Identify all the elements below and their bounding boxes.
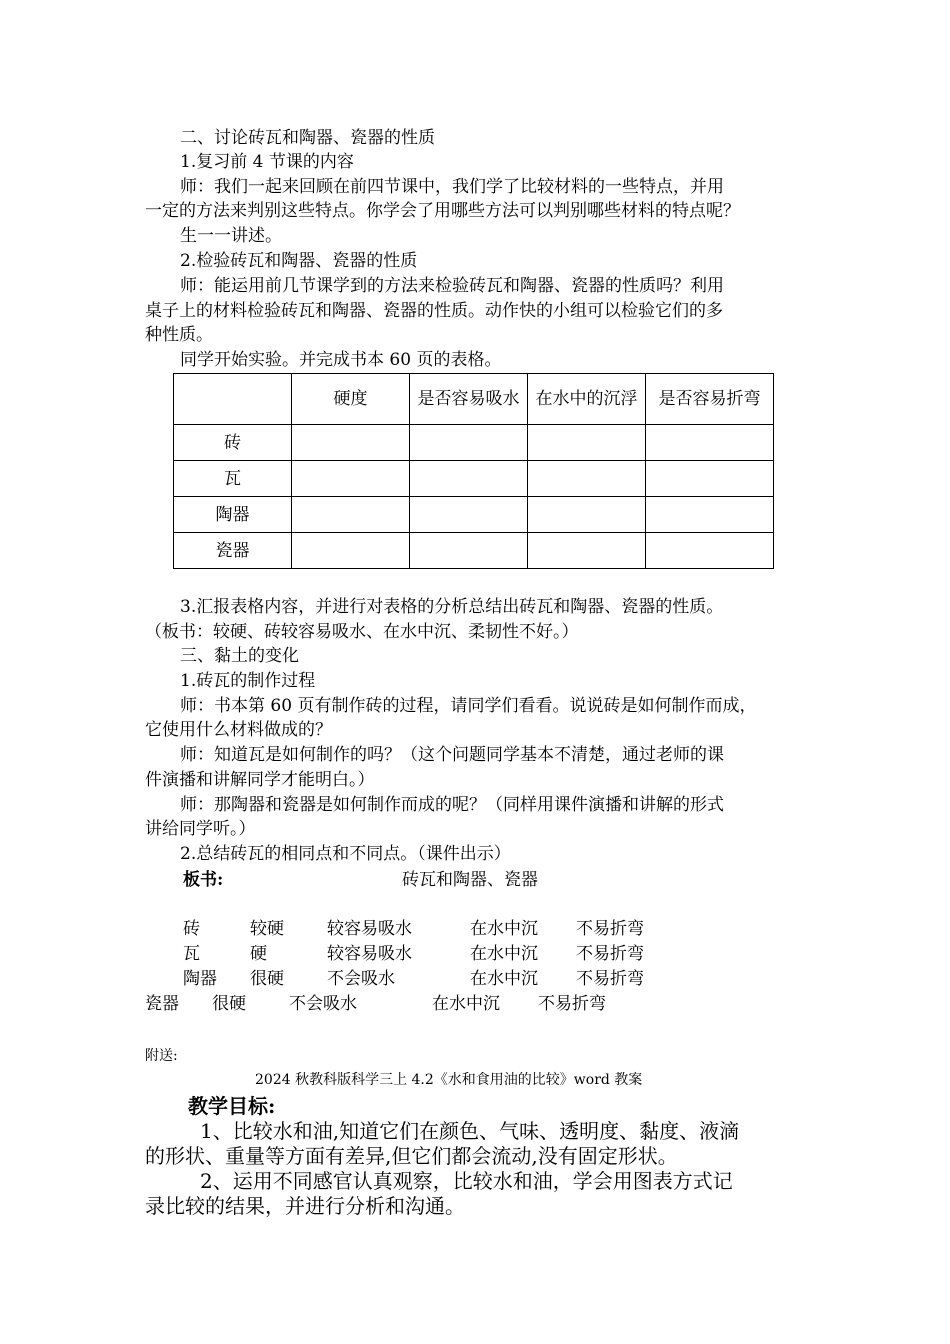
table-row-label: 陶器 (174, 497, 292, 533)
board-cell: 很硬 (212, 994, 246, 1014)
section-heading-discuss: 二、讨论砖瓦和陶器、瓷器的性质 (180, 128, 435, 148)
paragraph-line: 生一一讲述。 (180, 226, 282, 246)
subheading-inspect: 2.检验砖瓦和陶器、瓷器的性质 (180, 251, 418, 271)
table-cell (646, 533, 774, 569)
board-cell: 不会吸水 (327, 969, 395, 989)
goal-line: 录比较的结果，并进行分析和沟通。 (145, 1194, 465, 1218)
table-header-row (174, 374, 774, 425)
properties-table (173, 373, 774, 569)
appendix-label: 附送: (145, 1048, 178, 1064)
board-cell: 在水中沉 (470, 919, 538, 939)
board-cell: 砖 (183, 919, 200, 939)
board-cell: 不易折弯 (576, 919, 644, 939)
paragraph-line: （板书：较硬、砖较容易吸水、在水中沉、柔韧性不好。） (145, 622, 579, 642)
subheading-process: 1.砖瓦的制作过程 (180, 671, 316, 691)
table-row (174, 425, 774, 461)
board-cell: 较硬 (250, 919, 284, 939)
board-cell: 较容易吸水 (327, 944, 412, 964)
goal-line: 的形状、重量等方面有差异,但它们都会流动,没有固定形状。 (145, 1144, 678, 1168)
table-cell (292, 425, 410, 461)
board-cell: 瓷器 (145, 994, 179, 1014)
table-header-cell: 是否容易吸水 (410, 374, 528, 425)
table-cell (292, 533, 410, 569)
goal-line: 2、运用不同感官认真观察，比较水和油，学会用图表方式记 (200, 1169, 733, 1193)
table-row-label: 砖 (174, 425, 292, 461)
table-row-label: 瓦 (174, 461, 292, 497)
board-label: 板书: (183, 870, 224, 890)
table-cell (292, 497, 410, 533)
board-cell: 不易折弯 (538, 994, 606, 1014)
paragraph-line: 讲给同学听。） (145, 819, 256, 839)
board-title: 砖瓦和陶器、瓷器 (402, 870, 538, 890)
board-cell: 较容易吸水 (327, 919, 412, 939)
board-cell: 硬 (250, 944, 267, 964)
table-cell (410, 461, 528, 497)
board-cell: 不易折弯 (576, 969, 644, 989)
table-cell (528, 497, 646, 533)
table-row (174, 461, 774, 497)
table-header-cell: 在水中的沉浮 (528, 374, 646, 425)
paragraph-line: 同学开始实验。并完成书本 60 页的表格。 (180, 350, 502, 370)
paragraph-line: 一定的方法来判别这些特点。你学会了用哪些方法可以判别哪些材料的特点呢？ (145, 201, 740, 221)
table-cell (646, 497, 774, 533)
board-cell: 很硬 (250, 969, 284, 989)
board-cell: 陶器 (183, 969, 217, 989)
table-cell (528, 533, 646, 569)
table-cell (410, 497, 528, 533)
board-cell: 不易折弯 (576, 944, 644, 964)
subheading-summary: 2.总结砖瓦的相同点和不同点。（课件出示） (180, 844, 511, 864)
goal-line: 1、比较水和油,知道它们在颜色、气味、透明度、黏度、液滴 (200, 1119, 740, 1143)
paragraph-line: 它使用什么材料做成的？ (145, 720, 332, 740)
appendix-title: 2024 秋教科版科学三上 4.2《水和食用油的比较》word 教案 (255, 1072, 643, 1088)
table-row (174, 497, 774, 533)
table-cell (292, 461, 410, 497)
board-cell: 在水中沉 (470, 944, 538, 964)
section-heading-clay: 三、黏土的变化 (180, 646, 299, 666)
table-cell (528, 461, 646, 497)
subheading-review: 1.复习前 4 节课的内容 (180, 152, 354, 172)
table-header-cell: 硬度 (292, 374, 410, 425)
paragraph-line: 师：知道瓦是如何制作的吗？（这个问题同学基本不清楚，通过老师的课 (180, 745, 724, 765)
table-header-cell: 是否容易折弯 (646, 374, 774, 425)
table-cell (410, 425, 528, 461)
board-cell: 瓦 (183, 944, 200, 964)
table-header-cell (174, 374, 292, 425)
table-row-label: 瓷器 (174, 533, 292, 569)
table-row (174, 533, 774, 569)
board-cell: 不会吸水 (289, 994, 357, 1014)
table-cell (528, 425, 646, 461)
paragraph-line: 师：那陶器和瓷器是如何制作而成的呢？（同样用课件演播和讲解的形式 (180, 795, 724, 815)
goals-heading: 教学目标: (188, 1094, 276, 1118)
paragraph-line: 桌子上的材料检验砖瓦和陶器、瓷器的性质。动作快的小组可以检验它们的多 (145, 301, 723, 321)
table-cell (646, 461, 774, 497)
paragraph-line: 师：书本第 60 页有制作砖的过程，请同学们看看。说说砖是如何制作而成， (180, 696, 757, 716)
board-cell: 在水中沉 (432, 994, 500, 1014)
paragraph-line: 师：能运用前几节课学到的方法来检验砖瓦和陶器、瓷器的性质吗？利用 (180, 276, 724, 296)
table-cell (410, 533, 528, 569)
paragraph-line: 3.汇报表格内容，并进行对表格的分析总结出砖瓦和陶器、瓷器的性质。 (180, 597, 724, 617)
paragraph-line: 师：我们一起来回顾在前四节课中，我们学了比较材料的一些特点，并用 (180, 177, 724, 197)
table-cell (646, 425, 774, 461)
board-cell: 在水中沉 (470, 969, 538, 989)
paragraph-line: 件演播和讲解同学才能明白。） (145, 770, 375, 790)
paragraph-line: 种性质。 (145, 325, 213, 345)
